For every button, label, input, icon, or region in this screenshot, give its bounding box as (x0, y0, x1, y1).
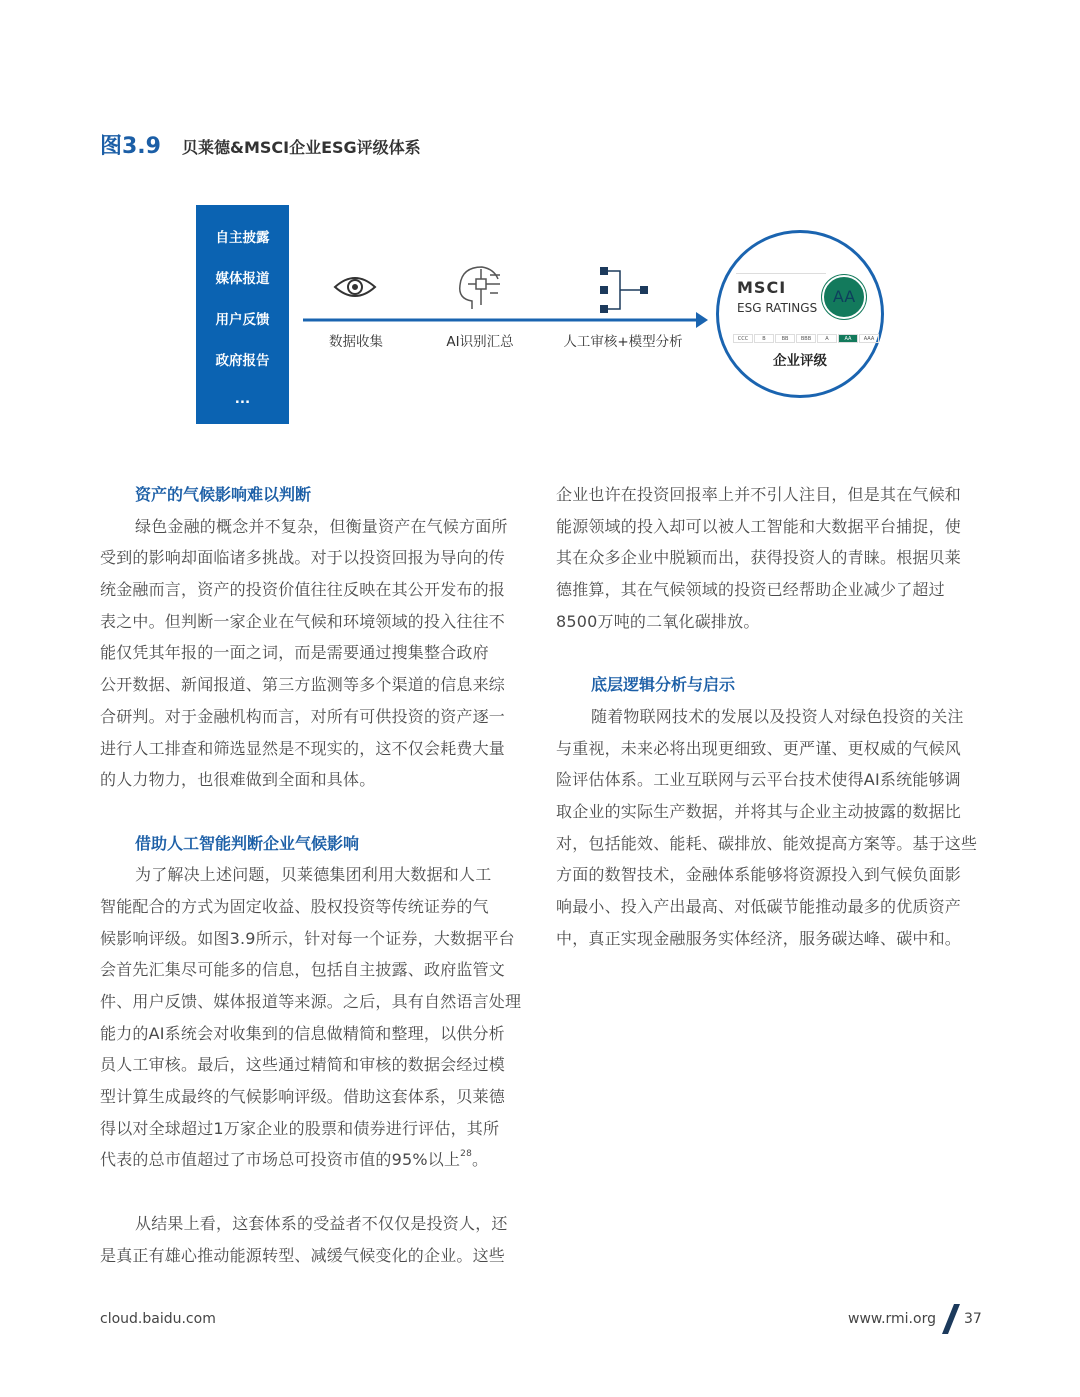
text-line: 为了解决上述问题，贝莱德集团利用大数据和人工 (135, 865, 492, 885)
ai-head-icon (460, 267, 500, 309)
step-label: AI识别汇总 (446, 334, 514, 350)
eye-icon (335, 278, 375, 296)
footer-site[interactable]: www.rmi.org (848, 1311, 936, 1327)
section-heading: 资产的气候影响难以判断 (135, 485, 312, 504)
tree-diagram-icon (600, 267, 648, 313)
text-line: 险评估体系。工业互联网与云平台技术使得AI系统能够调 (556, 770, 961, 790)
text-line: 统金融而言，资产的投资价值往往反映在其公开发布的报 (100, 580, 506, 600)
text-line: 受到的影响却面临诸多挑战。对于以投资回报为导向的传 (100, 548, 506, 568)
text-line: 进行人工排查和筛选显然是不现实的，这不仅会耗费大量 (100, 738, 506, 758)
flow-arrow (303, 312, 708, 328)
text-line: 公开数据、新闻报道、第三方监测等多个渠道的信息来综 (100, 675, 506, 695)
sources-box (196, 205, 289, 424)
text-line: 对，包括能效、能耗、碳排放、能效提高方案等。基于这些 (556, 833, 978, 853)
text-line: 方面的数智技术，金融体系能够将资源投入到气候负面影 (556, 865, 962, 885)
text-line: 企业也许在投资回报率上并不引人注目，但是其在气候和 (556, 485, 962, 504)
text-line: 型计算生成最终的气候影响评级。借助这套体系，贝莱德 (100, 1087, 506, 1107)
left-column (100, 479, 530, 1271)
flow-diagram (290, 255, 720, 335)
text-line: 的人力物力，也很难做到全面和具体。 (100, 770, 376, 790)
text-line: 合研判。对于金融机构而言，对所有可供投资的资产逐一 (100, 706, 506, 726)
footer-source: cloud.baidu.com (100, 1311, 216, 1327)
text-line: 取企业的实际生产数据，并将其与企业主动披露的数据比 (556, 801, 962, 821)
text-line: 德推算，其在气候领域的投资已经帮助企业减少了超过 (556, 580, 945, 600)
text-line: 中，真正实现金融服务实体经济，服务碳达峰、碳中和。 (556, 928, 962, 948)
rating-cell: B (754, 334, 774, 343)
text-line: 能源领域的投入却可以被人工智能和大数据平台捕捉，使 (556, 516, 962, 536)
text-line: 能力的AI系统会对收集到的信息做精简和整理，以供分析 (100, 1023, 505, 1043)
text-line: 响最小、投入产出最高、对低碳节能推动最多的优质资产 (556, 896, 962, 916)
text-line: 其在众多企业中脱颖而出，获得投资人的青睐。根据贝莱 (556, 548, 962, 568)
step-label: 数据收集 (329, 334, 383, 350)
section-heading: 底层逻辑分析与启示 (591, 675, 736, 695)
source-item: ... (234, 391, 251, 407)
section-heading: 借助人工智能判断企业气候影响 (135, 833, 360, 853)
footnote-ref[interactable]: 28 (460, 1149, 473, 1160)
text-line: 会首先汇集尽可能多的信息，包括自主披露、政府监管文 (100, 960, 506, 980)
rating-cell: AAA (859, 334, 879, 343)
text-line: 随着物联网技术的发展以及投资人对绿色投资的关注 (591, 706, 964, 726)
text-line: 员人工审核。最后，这些通过精简和审核的数据会经过模 (100, 1055, 506, 1075)
step-label: 人工审核+模型分析 (563, 334, 683, 350)
slash-divider-icon (942, 1304, 962, 1334)
text-line: 候影响评级。如图3.9所示，针对每一个证券，大数据平台 (100, 928, 515, 948)
rating-scale (733, 325, 880, 344)
source-item: 政府报告 (215, 353, 270, 369)
source-item: 媒体报道 (215, 271, 270, 287)
text-line: 从结果上看，这套体系的受益者不仅仅是投资人，还 (135, 1213, 508, 1233)
figure-number: 图3.9 (100, 134, 161, 159)
rating-caption: 企业评级 (773, 353, 827, 369)
text-line: 智能配合的方式为固定收益、股权投资等传统证券的气 (100, 896, 489, 916)
text-line: 代表的总市值超过了市场总可投资市值的95%以上$^{28}$。 (100, 1149, 489, 1170)
text-line: 8500万吨的二氧化碳排放。 (556, 611, 760, 631)
text-line: 是真正有雄心推动能源转型、减缓气候变化的企业。这些 (100, 1245, 506, 1265)
rating-cell: BB (775, 334, 795, 343)
source-item: 用户反馈 (215, 312, 270, 328)
rating-cell: CCC (733, 334, 753, 343)
figure-title: 贝莱德&MSCI企业ESG评级体系 (182, 138, 421, 157)
msci-logo: MSCI (737, 278, 787, 297)
esg-ratings-label: ESG RATINGS (737, 301, 818, 315)
rating-cell: BBB (796, 334, 816, 343)
text-line: 表之中。但判断一家企业在气候和环境领域的投入往往不 (100, 611, 506, 631)
rating-cell-selected: AA (838, 334, 858, 343)
text-line: 件、用户反馈、媒体报道等来源。之后，具有自然语言处理 (100, 992, 522, 1011)
page-number: 37 (964, 1311, 982, 1327)
source-item: 自主披露 (215, 230, 270, 246)
msci-rating-circle (716, 230, 884, 398)
text-line: 能仅凭其年报的一面之词，而是需要通过搜集整合政府 (100, 643, 489, 663)
right-column (556, 479, 986, 954)
text-line: 绿色金融的概念并不复杂，但衡量资产在气候方面所 (135, 516, 508, 536)
rating-badge: AA (822, 275, 866, 319)
text-line: 得以对全球超过1万家企业的股票和债券进行评估，其所 (100, 1118, 500, 1138)
text-line: 与重视，未来必将出现更细致、更严谨、更权威的气候风 (556, 738, 962, 758)
rating-cell: A (817, 334, 837, 343)
